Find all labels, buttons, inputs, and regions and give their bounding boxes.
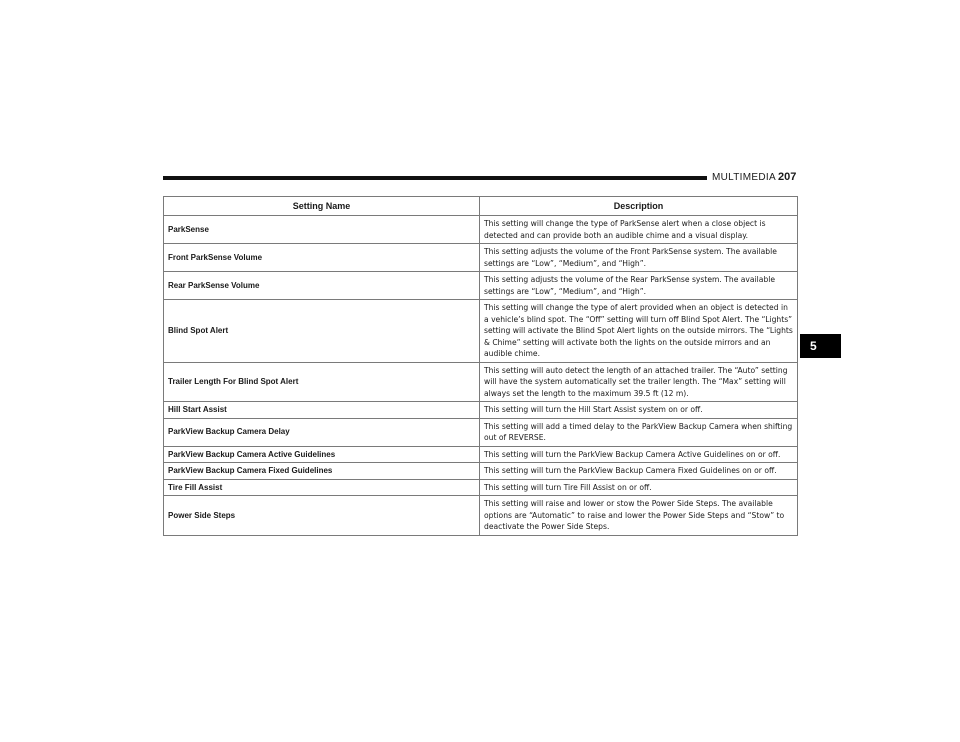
setting-name: Blind Spot Alert	[164, 300, 480, 363]
table-row	[164, 272, 798, 300]
setting-name: Front ParkSense Volume	[164, 244, 480, 272]
setting-name: Tire Fill Assist	[164, 479, 480, 496]
setting-name: ParkView Backup Camera Fixed Guidelines	[164, 463, 480, 480]
setting-description: This setting will turn the Hill Start Assist system on or off.	[480, 402, 798, 419]
table-row	[164, 418, 798, 446]
setting-name: Hill Start Assist	[164, 402, 480, 419]
table-row	[164, 463, 798, 480]
table-row	[164, 402, 798, 419]
table-row	[164, 216, 798, 244]
settings-table	[163, 196, 798, 536]
table-header-row	[164, 197, 798, 216]
setting-description: This setting adjusts the volume of the Front ParkSense system. The available settings are “Low”, “Medium”, and “High”.	[480, 244, 798, 272]
chapter-tab: 5	[800, 334, 841, 358]
setting-description: This setting will turn the ParkView Backup Camera Fixed Guidelines on or off.	[480, 463, 798, 480]
setting-name: ParkView Backup Camera Delay	[164, 418, 480, 446]
table-row	[164, 446, 798, 463]
setting-description: This setting will auto detect the length of an attached trailer. The “Auto” setting will have the system automatically set the trailer length. The “Max” setting will always set the length to the maximum 39.5 ft (12 m).	[480, 362, 798, 402]
setting-description: This setting will add a timed delay to the ParkView Backup Camera when shifting out of REVERSE.	[480, 418, 798, 446]
setting-description: This setting will turn Tire Fill Assist on or off.	[480, 479, 798, 496]
setting-description: This setting will change the type of alert provided when an object is detected in a vehicle’s blind spot. The “Off” setting will turn off Blind Spot Alert. The “Lights” setting will activate the Blind Spot Alert lights on the outside mirrors. The “Lights & Chime” setting will activate both the lights on the outside mirrors and an audible chime.	[480, 300, 798, 363]
page-number: 207	[778, 171, 797, 183]
setting-description: This setting adjusts the volume of the Rear ParkSense system. The available settings are “Low”, “Medium”, and “High”.	[480, 272, 798, 300]
setting-description: This setting will raise and lower or stow the Power Side Steps. The available options are “Automatic” to raise and lower the Power Side Steps and “Stow” to deactivate the Power Side Steps.	[480, 496, 798, 536]
setting-name: ParkView Backup Camera Active Guidelines	[164, 446, 480, 463]
setting-description: This setting will change the type of ParkSense alert when a close object is detected and can provide both an audible chime and a visual display.	[480, 216, 798, 244]
section-title: MULTIMEDIA	[712, 172, 776, 183]
column-header-description: Description	[480, 197, 798, 216]
setting-name: Trailer Length For Blind Spot Alert	[164, 362, 480, 402]
table-row	[164, 496, 798, 536]
setting-name: ParkSense	[164, 216, 480, 244]
setting-name: Power Side Steps	[164, 496, 480, 536]
table-row	[164, 244, 798, 272]
table-row	[164, 479, 798, 496]
column-header-setting-name: Setting Name	[164, 197, 480, 216]
table-row	[164, 362, 798, 402]
header-rule	[163, 176, 707, 180]
table-row	[164, 300, 798, 363]
setting-description: This setting will turn the ParkView Backup Camera Active Guidelines on or off.	[480, 446, 798, 463]
setting-name: Rear ParkSense Volume	[164, 272, 480, 300]
